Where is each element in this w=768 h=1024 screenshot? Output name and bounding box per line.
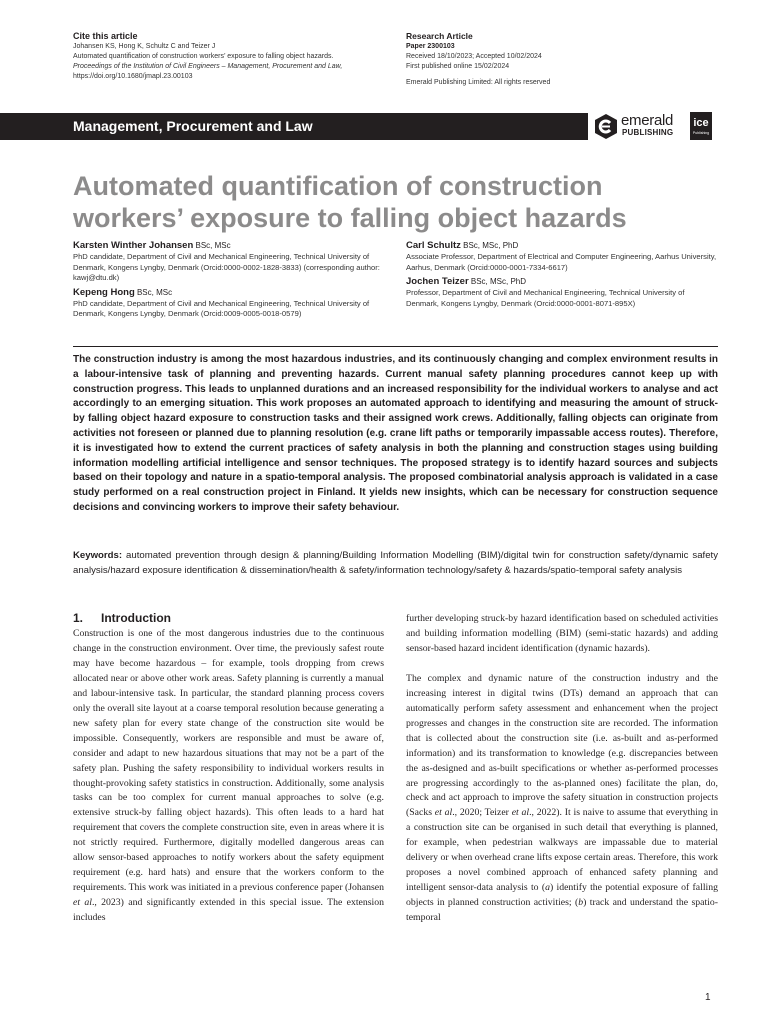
article-type: Research Article xyxy=(406,31,473,41)
emerald-wordmark: emerald xyxy=(621,112,674,129)
published-date: First published online 15/02/2024 xyxy=(406,63,510,70)
keywords xyxy=(73,549,718,578)
cite-doi[interactable]: https://doi.org/10.1680/jmapl.23.00103 xyxy=(73,73,193,80)
emerald-logo xyxy=(593,113,683,140)
cite-authors: Johansen KS, Hong K, Schultz C and Teizer J xyxy=(73,43,216,50)
cite-journal-line: Proceedings of the Institution of Civil Engineers – Management, Procurement and Law, xyxy=(73,63,343,70)
cite-block xyxy=(73,30,393,82)
authors-left xyxy=(73,240,385,323)
article-title: Automated quantification of construction workers’ exposure to falling object hazards xyxy=(73,171,627,233)
paragraph: Construction is one of the most dangerous industries due to the continuous change in the construction environment. Over time, the previously safest route may have become hazardous – for example, tools dropping from crews allocated near or above other work areas. Safety planning is currently a manual and labour-intensive task. In particular, the standard planning process covers only the overall site layout at a coarse temporal resolution because generating a new safety plan for every state change of the construction site would be impossible. Consequently, workers are responsible and must be aware of, consider and adapt to new hazardous situations that may not be a part of the safety plan. Pushing the safety responsibility to individual workers results in thought-provoking safety statistics in construction. Additionally, some analysis tasks can be too complex for current manual approaches to solve (e.g. extensive struck-by falling object hazards). This often leads to a hard hat requirement that covers the complete construction site, even in areas where it is not strictly required. Furthermore, digitally modelled dangerous areas can allow sensor-based approaches to notify workers about the safety equipment requirement (e.g. hard hats) and ensure that the workers conform to the requirements. This work was initiated in a previous conference paper (Johansen et al., 2023) and significantly extended in this special issue. The extension includes xyxy=(73,628,384,924)
author-affiliation: PhD candidate, Department of Civil and Mechanical Engineering, Technical University of Denmark, Kongens Lyngby, Denmark (Orcid:0009-0005-0018-0579) xyxy=(73,298,370,318)
keywords-text: automated prevention through design & planning/Building Information Modelling (BIM)/digital twin for construction safety/dynamic safety analysis/hazard exposure identification & dissemination/health & safety/information technology/safety & hazards/spatio-temporal safety analysis xyxy=(73,550,718,576)
body-column-left xyxy=(73,627,384,926)
section-title: Introduction xyxy=(101,611,171,625)
abstract-divider xyxy=(73,346,718,347)
page-number: 1 xyxy=(705,992,711,1003)
journal-name: Management, Procurement and Law xyxy=(73,118,313,134)
emerald-logo-icon xyxy=(593,113,619,140)
copyright-notice: Emerald Publishing Limited: All rights reserved xyxy=(406,79,551,86)
abstract: The construction industry is among the most hazardous industries, and its continuously changing and complex environment results in a labour-intensive task of planning and preventing hazards. Current manual safety planning procedures cannot keep up with construction progress. This leads to unplanned durations and an increased responsibility for the individual workers to analyse and act accordingly to an emerging situation. This work proposes an automated approach to identifying and measuring the amount of struck-by falling object hazard exposure to construction tasks and their assigned work crews. Additionally, falling objects can originate from activities not foreseen or planned due to planning resolution (e.g. crane lift paths or temporarily impassable access routes). Therefore, it is investigated how to extend the current practices of safety analysis in both the planning and construction stages using building information modelling artificial intelligence and sensor techniques. The proposed strategy is to identify hazard sources and subjects based on their topology and nature in a spatio-temporal analysis. The proposed combinatorial analysis approach is validated in a case study performed on a real construction project in Finland. It yields new insights, which can be necessary for construction sequence decisions and convincing workers to improve their safety behaviour. xyxy=(73,354,718,513)
authors-right xyxy=(406,240,718,312)
section-number: 1. xyxy=(73,611,84,625)
author-affiliation: Associate Professor, Department of Electrical and Computer Engineering, Aarhus University, Aarhus, Denmark (Orcid:0000-0001-7334-6617) xyxy=(406,252,717,272)
author-name: Jochen Teizer BSc, MSc, PhD xyxy=(406,276,527,287)
ice-logo xyxy=(690,112,712,140)
received-date: Received 18/10/2023; Accepted 10/02/2024 xyxy=(406,53,542,60)
body-column-right xyxy=(406,612,718,926)
author-affiliation: PhD candidate, Department of Civil and Mechanical Engineering, Technical University of Denmark, Kongens Lyngby, Denmark (Orcid:0000-0002-1828-3833) (corresponding author: kawj@dtu.dk) xyxy=(73,252,380,282)
section-heading xyxy=(73,611,171,626)
author-affiliation: Professor, Department of Civil and Mechanical Engineering, Technical University of Denmark, Kongens Lyngby, Denmark (Orcid:0000-0001-8071-895X) xyxy=(406,288,685,308)
emerald-publishing-label: PUBLISHING xyxy=(622,128,674,137)
cite-title-line: Automated quantification of construction workers’ exposure to falling object hazards. xyxy=(73,53,334,60)
author-name: Kepeng Hong BSc, MSc xyxy=(73,286,173,298)
author-name: Carl Schultz BSc, MSc, PhD xyxy=(406,240,519,251)
author-name: Karsten Winther Johansen BSc, MSc xyxy=(73,240,231,251)
cite-heading: Cite this article xyxy=(73,31,138,41)
ice-wordmark: ice xyxy=(693,117,709,129)
paper-number: Paper 2300103 xyxy=(406,43,455,50)
ice-publishing-label: Publishing xyxy=(692,131,710,135)
paragraph: further developing struck-by hazard identification based on scheduled activities and building information modelling (BIM) (semi-static hazards) and adding sensor-based hazard incident identification (dynamic hazards). xyxy=(406,613,718,654)
keywords-label: Keywords: xyxy=(73,550,123,561)
research-info xyxy=(406,30,706,88)
journal-banner xyxy=(0,113,588,140)
paragraph: The complex and dynamic nature of the construction industry and the increasing interest in digital twins (DTs) demand an approach that can automatically perform safety assessment and enhancement when the project progresses and changes in the construction site are recorded. The information that is collected about the construction site (i.e. as-built and as-performed information) and its transformation to knowledge (e.g. discrepancies between the as-designed and as-built specifications or whether as-performed processes are progressing accordingly to the as-planned ones) facilitate the plan, do, check and act approach to improve the safety situation in construction projects (Sacks et al., 2020; Teizer et al., 2022). It is naive to assume that everything in a construction site can be organised in such detail that everything is planned, for example, when pedestrian walkways are impassable due to material delivery or when overhead crane lifts expose certain areas. Therefore, this work proposes a novel combined approach of enhanced safety planning and intelligent sensor-data analysis to (a) identify the potential exposure of falling objects in planned construction activities; (b) track and understand the spatio-temporal xyxy=(406,672,719,924)
